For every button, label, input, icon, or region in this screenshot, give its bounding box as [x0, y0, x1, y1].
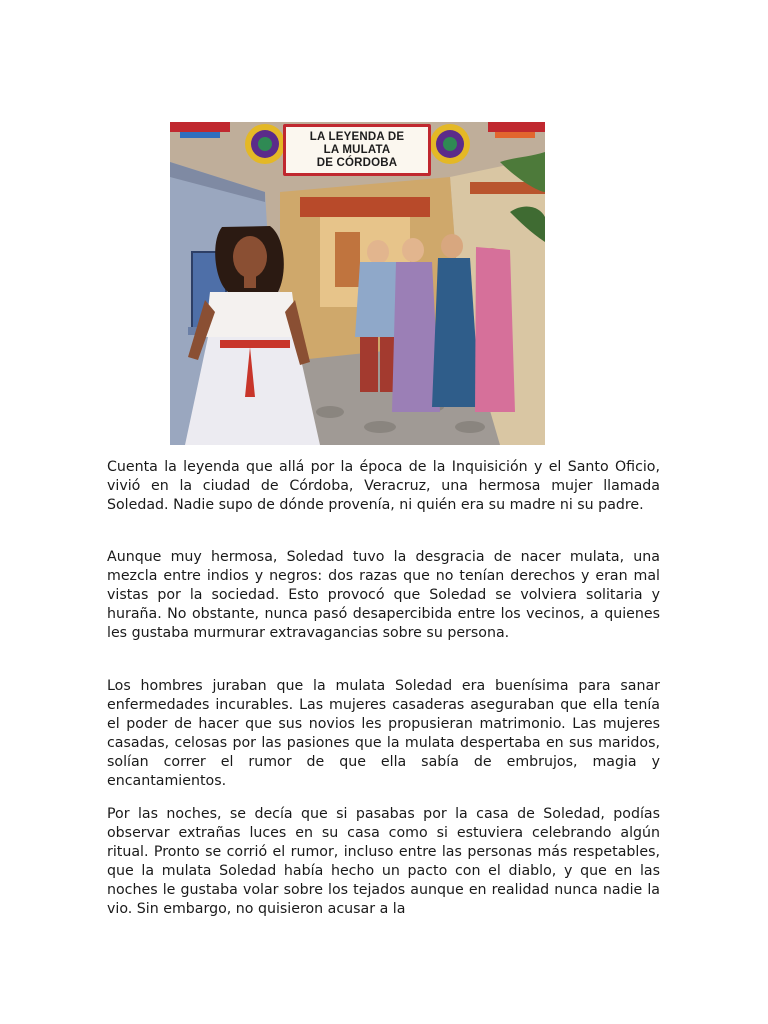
paragraph-2: Aunque muy hermosa, Soledad tuvo la desgracia de nacer mulata, una mezcla entre indios y negros: dos razas que no tenían derechos y eran mal vistas por la sociedad. Esto provocó que Soledad se volviera solitaria y huraña. No obstante, nunca pasó desapercibida entre los vecinos, a quienes les gustaba murmurar extravagancias sobre su persona. — [107, 549, 660, 641]
title-line-3: DE CÓRDOBA — [316, 156, 398, 169]
title-line-2: LA MULATA — [323, 143, 391, 156]
story-illustration — [170, 122, 545, 445]
paragraph-3: Los hombres juraban que la mulata Soledad era buenísima para sanar enfermedades incurables. Las mujeres casaderas aseguraban que ella tenía el poder de hacer que sus novios les propusieran matrimonio. Las mujeres casadas, celosas por las pasiones que la mulata despertaba en sus maridos, solían correr el rumor de que ella sabía de embrujos, magia y encantamientos. — [107, 678, 660, 789]
title-line-1: LA LEYENDA DE — [309, 130, 405, 143]
illustration-title-plate — [283, 124, 431, 176]
paragraph-4: Por las noches, se decía que si pasabas por la casa de Soledad, podías observar extrañas luces en su casa como si estuviera celebrando algún ritual. Pronto se corrió el rumor, incluso entre las personas más respetables, que la mulata Soledad había hecho un pacto con el diablo, y que en las noches le gustaba volar sobre los tejados aunque en realidad nunca nadie la vio. Sin embargo, no quisieron acusar a la — [107, 806, 660, 917]
paragraph-1: Cuenta la leyenda que allá por la época de la Inquisición y el Santo Oficio, vivió en la ciudad de Córdoba, Veracruz, una hermosa mujer llamada Soledad. Nadie supo de dónde provenía, ni quién era su madre ni su padre. — [107, 459, 660, 513]
